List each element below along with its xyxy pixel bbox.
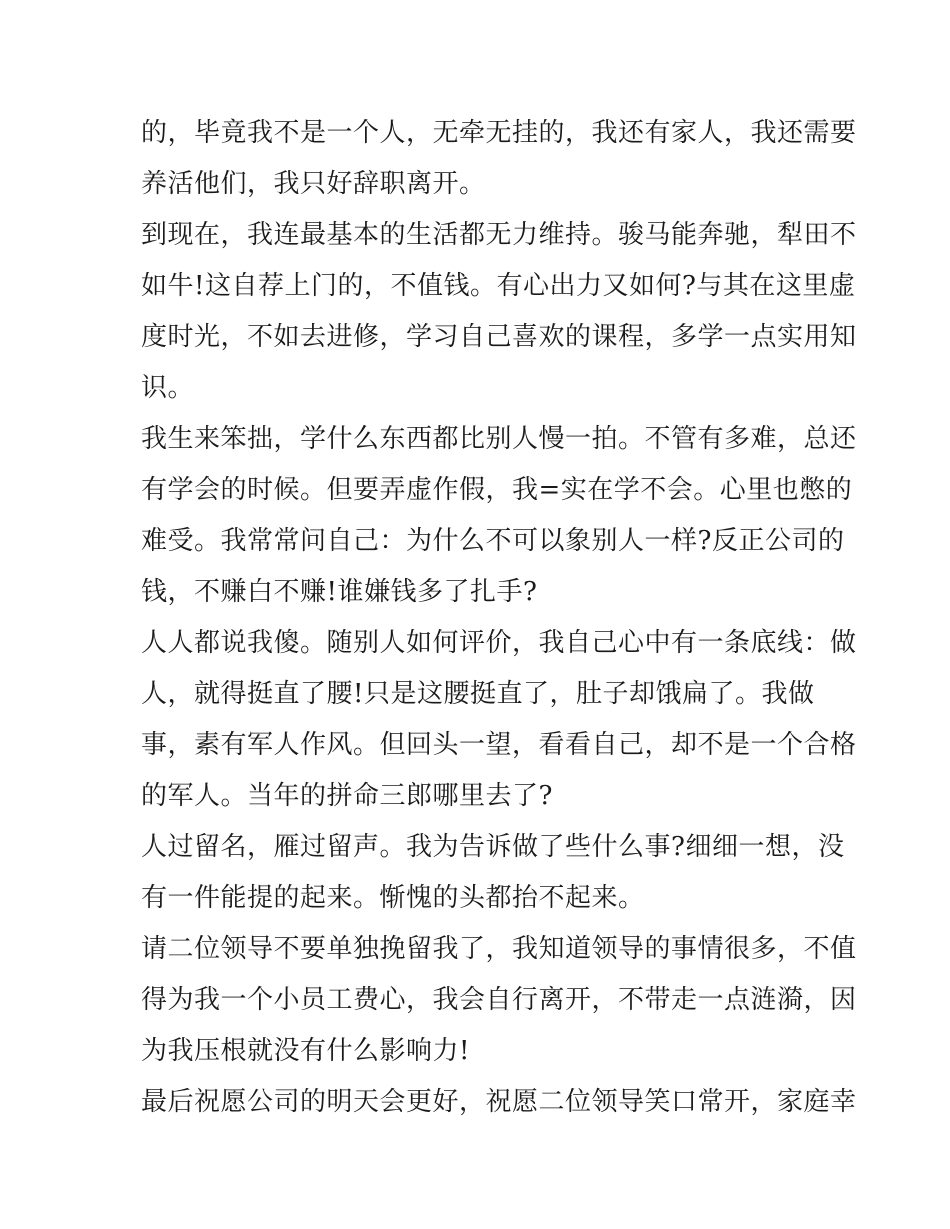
text-line-6: 识。 [141,373,195,403]
text-line-4: 如牛!这自荐上门的，不值钱。有心出力又如何?与其在这里虚 [141,271,856,301]
text-line-16: 有一件能提的起来。惭愧的头都抬不起来。 [141,883,645,913]
text-line-14: 的军人。当年的拼命三郎哪里去了? [141,781,553,811]
text-line-15: 人过留名，雁过留声。我为告诉做了些什么事?细细一想，没 [141,832,845,862]
text-line-3: 到现在，我连最基本的生活都无力维持。骏马能奔驰，犁田不 [141,220,857,250]
text-line-7: 我生来笨拙，学什么东西都比别人慢一拍。不管有多难，总还 [141,424,857,454]
text-line-19: 为我压根就没有什么影响力! [141,1036,470,1066]
text-line-2: 养活他们，我只好辞职离开。 [141,169,486,199]
text-line-8: 有学会的时候。但要弄虚作假，我=实在学不会。心里也憋的 [141,475,853,505]
text-line-17: 请二位领导不要单独挽留我了，我知道领导的事情很多，不值 [141,934,857,964]
text-line-9: 难受。我常常问自己：为什么不可以象别人一样?反正公司的 [141,526,845,556]
text-line-10: 钱，不赚白不赚!谁嫌钱多了扎手? [141,577,538,607]
text-line-20: 最后祝愿公司的明天会更好，祝愿二位领导笑口常开，家庭幸 [141,1087,857,1117]
text-line-18: 得为我一个小员工费心，我会自行离开，不带走一点涟漪，因 [141,985,857,1015]
body-text [141,108,857,1128]
text-line-11: 人人都说我傻。随别人如何评价，我自己心中有一条底线：做 [141,628,857,658]
text-line-13: 事，素有军人作风。但回头一望，看看自己，却不是一个合格 [141,730,857,760]
text-line-5: 度时光，不如去进修，学习自己喜欢的课程，多学一点实用知 [141,322,857,352]
text-line-1: 的，毕竟我不是一个人，无牵无挂的，我还有家人，我还需要 [141,118,857,148]
text-line-12: 人，就得挺直了腰!只是这腰挺直了，肚子却饿扁了。我做 [141,679,815,709]
